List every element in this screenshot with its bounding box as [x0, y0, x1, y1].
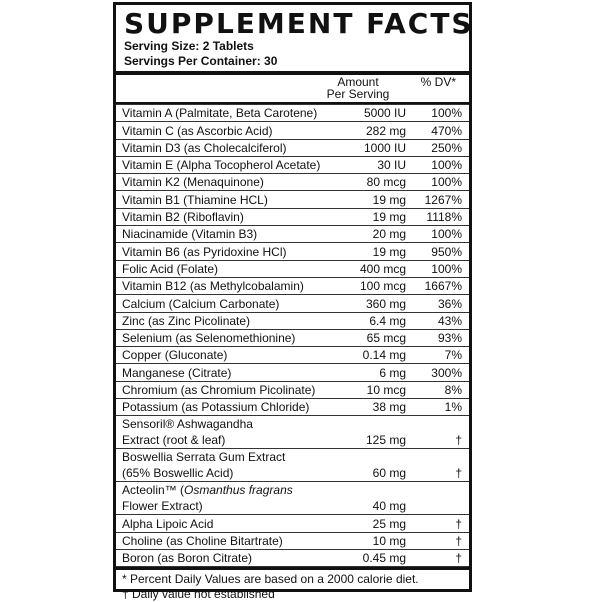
nutrient-name: Manganese (Citrate) — [116, 364, 354, 381]
nutrient-dv: 250% — [410, 139, 469, 156]
nutrient-dv: 1% — [410, 399, 469, 416]
dv-header: % DV* — [420, 75, 456, 89]
nutrient-amount: 19 mg — [354, 191, 410, 208]
amount-header — [306, 76, 410, 100]
nutrient-name: Potassium (as Potassium Chloride) — [116, 399, 354, 416]
nutrient-name: Chromium (as Chromium Picolinate) — [116, 381, 354, 398]
table-row — [116, 295, 469, 312]
nutrient-name: Vitamin D3 (as Cholecalciferol) — [116, 139, 354, 156]
table-row — [116, 226, 469, 243]
serving-size: Serving Size: 2 Tablets — [124, 39, 254, 53]
ingredient-dv: † — [410, 416, 469, 449]
nutrient-amount: 6.4 mg — [354, 312, 410, 329]
nutrient-name: Vitamin A (Palmitate, Beta Carotene) — [116, 105, 354, 122]
nutrient-amount: 38 mg — [354, 399, 410, 416]
nutrient-dv: 43% — [410, 312, 469, 329]
ingredient-dv: † — [410, 532, 469, 549]
nutrient-dv: 950% — [410, 243, 469, 260]
table-row — [116, 105, 469, 122]
nutrients-table — [116, 104, 469, 567]
nutrient-dv: 470% — [410, 122, 469, 139]
nutrient-dv: 100% — [410, 174, 469, 191]
dv-footnote: * Percent Daily Values are based on a 2000 calorie diet. — [122, 572, 419, 587]
nutrient-dv: 7% — [410, 347, 469, 364]
table-row — [116, 174, 469, 191]
nutrient-dv: 300% — [410, 364, 469, 381]
ingredient-amount: 25 mg — [354, 515, 410, 532]
ingredient-dv — [410, 482, 469, 515]
nutrient-amount: 19 mg — [354, 243, 410, 260]
dagger-footnote: † Daily value not established — [122, 587, 275, 602]
ingredient-amount: 0.45 mg — [354, 549, 410, 566]
nutrient-amount: 5000 IU — [354, 105, 410, 122]
nutrient-amount: 1000 IU — [354, 139, 410, 156]
table-row — [116, 515, 469, 532]
nutrient-dv: 93% — [410, 329, 469, 346]
nutrient-amount: 30 IU — [354, 156, 410, 173]
nutrients-table-body — [116, 105, 469, 567]
table-row — [116, 191, 469, 208]
nutrient-dv: 100% — [410, 156, 469, 173]
servings-per-container: Servings Per Container: 30 — [124, 54, 278, 68]
nutrient-name: Selenium (as Selenomethionine) — [116, 329, 354, 346]
supplement-facts-panel — [113, 2, 474, 602]
table-row — [116, 329, 469, 346]
table-row — [116, 482, 469, 515]
nutrient-dv: 8% — [410, 381, 469, 398]
table-row — [116, 122, 469, 139]
ingredient-name-line2: (65% Boswellic Acid) — [122, 466, 234, 481]
nutrient-name: Vitamin E (Alpha Tocopherol Acetate) — [116, 156, 354, 173]
nutrient-amount: 20 mg — [354, 226, 410, 243]
nutrient-dv: 100% — [410, 226, 469, 243]
ingredient-name-botanical: Osmanthus fragrans — [184, 483, 293, 498]
nutrient-amount: 282 mg — [354, 122, 410, 139]
ingredient-amount: 10 mg — [354, 532, 410, 549]
panel-title: SUPPLEMENT FACTS — [124, 7, 474, 40]
ingredient-dv: † — [410, 449, 469, 482]
nutrient-name: Vitamin B12 (as Methylcobalamin) — [116, 277, 354, 294]
nutrient-amount: 65 mcg — [354, 329, 410, 346]
table-row — [116, 532, 469, 549]
ingredient-name-line2: Flower Extract) — [122, 499, 203, 514]
ingredient-amount: 40 mg — [354, 482, 410, 515]
table-row — [116, 312, 469, 329]
nutrient-name: Calcium (Calcium Carbonate) — [116, 295, 354, 312]
nutrient-name: Niacinamide (Vitamin B3) — [116, 226, 354, 243]
ingredient-name: Choline (as Choline Bitartrate) — [116, 532, 354, 549]
ingredient-name — [116, 482, 354, 515]
nutrient-name: Vitamin C (as Ascorbic Acid) — [116, 122, 354, 139]
table-row — [116, 156, 469, 173]
table-row — [116, 549, 469, 566]
ingredient-name — [116, 449, 354, 482]
amount-header-line2: Per Serving — [326, 87, 390, 101]
footnotes — [116, 567, 469, 602]
ingredient-name-line1 — [122, 482, 354, 498]
nutrient-amount: 100 mcg — [354, 277, 410, 294]
nutrient-name: Vitamin B6 (as Pyridoxine HCl) — [116, 243, 354, 260]
table-row — [116, 381, 469, 398]
nutrient-name: Vitamin B2 (Riboflavin) — [116, 208, 354, 225]
ingredient-name — [116, 416, 354, 449]
table-row — [116, 208, 469, 225]
ingredient-dv: † — [410, 549, 469, 566]
nutrient-dv: 36% — [410, 295, 469, 312]
nutrient-amount: 400 mcg — [354, 260, 410, 277]
table-row — [116, 277, 469, 294]
table-row — [116, 347, 469, 364]
table-row — [116, 364, 469, 381]
nutrient-name: Copper (Gluconate) — [116, 347, 354, 364]
nutrient-dv: 1118% — [410, 208, 469, 225]
ingredient-name-line1: Sensoril® Ashwagandha — [122, 417, 253, 432]
nutrient-amount: 19 mg — [354, 208, 410, 225]
amount-header-line1: Amount — [337, 75, 379, 89]
nutrient-dv: 1667% — [410, 277, 469, 294]
nutrient-name: Folic Acid (Folate) — [116, 260, 354, 277]
nutrient-name: Vitamin K2 (Menaquinone) — [116, 174, 354, 191]
ingredient-name-line1: Boswellia Serrata Gum Extract — [122, 450, 286, 465]
nutrient-amount: 6 mg — [354, 364, 410, 381]
column-header-row — [124, 75, 461, 102]
nutrient-name: Zinc (as Zinc Picolinate) — [116, 312, 354, 329]
nutrient-dv: 1267% — [410, 191, 469, 208]
ingredient-amount: 125 mg — [354, 416, 410, 449]
nutrient-amount: 80 mcg — [354, 174, 410, 191]
nutrient-amount: 10 mcg — [354, 381, 410, 398]
ingredient-dv: † — [410, 515, 469, 532]
table-row — [116, 416, 469, 449]
table-row — [116, 243, 469, 260]
ingredient-name: Alpha Lipoic Acid — [116, 515, 354, 532]
table-row — [116, 260, 469, 277]
ingredient-name: Boron (as Boron Citrate) — [116, 549, 354, 566]
nutrient-dv: 100% — [410, 260, 469, 277]
table-row — [116, 449, 469, 482]
nutrient-dv: 100% — [410, 105, 469, 122]
ingredient-name-prefix: Acteolin™ ( — [122, 483, 185, 498]
ingredient-name-line2: Extract (root & leaf) — [122, 433, 226, 448]
table-row — [116, 139, 469, 156]
ingredient-amount: 60 mg — [354, 449, 410, 482]
nutrient-amount: 360 mg — [354, 295, 410, 312]
table-row — [116, 399, 469, 416]
nutrient-amount: 0.14 mg — [354, 347, 410, 364]
nutrient-name: Vitamin B1 (Thiamine HCL) — [116, 191, 354, 208]
